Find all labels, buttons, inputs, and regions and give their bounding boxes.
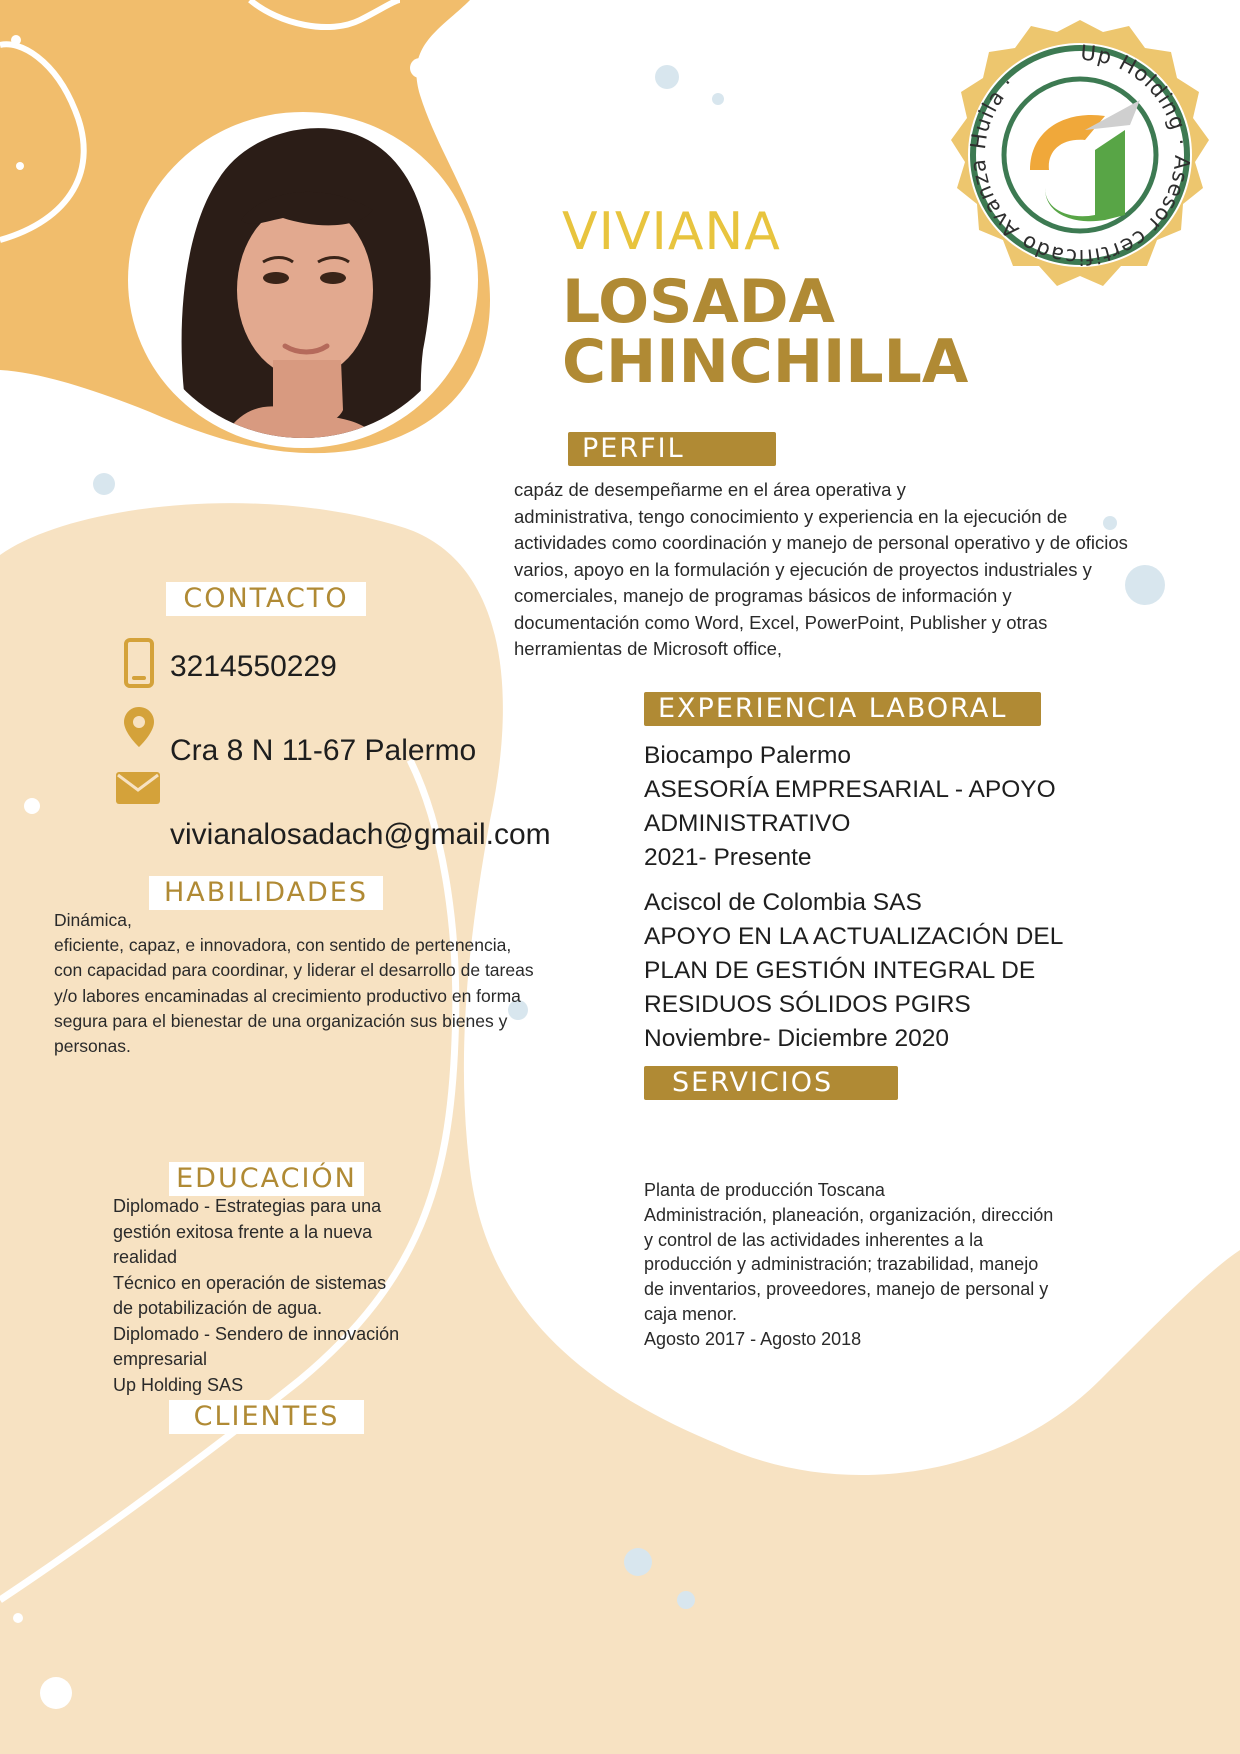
bg-dot bbox=[13, 1613, 23, 1623]
certification-badge bbox=[935, 20, 1225, 300]
phone-icon bbox=[124, 638, 154, 688]
bg-dot bbox=[11, 35, 21, 45]
bg-dot bbox=[655, 65, 679, 89]
location-pin-icon bbox=[123, 706, 155, 748]
experience-entry: Aciscol de Colombia SAS APOYO EN LA ACTUALIZACIÓN DEL PLAN DE GESTIÓN INTEGRAL DE RESIDUOS SÓLIDOS PGIRS Noviembre- Diciembre 2020 bbox=[644, 889, 1064, 1052]
bg-dot bbox=[16, 162, 24, 170]
address: Cra 8 N 11-67 Palermo bbox=[170, 734, 477, 767]
phone-number: 3214550229 bbox=[170, 650, 337, 683]
services-text: Planta de producción Toscana Administración, planeación, organización, dirección y control de las actividades inherentes a la producción y administración; trazabilidad, manejo de inventarios, proveedores, manejo de personal y caja menor. Agosto 2017 - Agosto 2018 bbox=[644, 1180, 1054, 1349]
section-heading-educacion: EDUCACIÓN bbox=[169, 1162, 364, 1196]
bg-dot bbox=[712, 93, 724, 105]
bg-dot bbox=[410, 58, 430, 78]
bg-peach-blob bbox=[0, 503, 1240, 1754]
section-heading-servicios: SERVICIOS bbox=[644, 1066, 898, 1100]
skills-text: Dinámica, eficiente, capaz, e innovadora, con sentido de pertenencia, con capacidad para coordinar, y liderar el desarrollo de tareas y/o labores encaminadas al crecimiento productivo en forma segura para el bienestar de una organización sus bienes y personas. bbox=[54, 910, 534, 1057]
last-name-line-1: LOSADA bbox=[562, 267, 835, 337]
last-name bbox=[562, 267, 969, 397]
envelope-icon bbox=[116, 772, 160, 804]
section-heading-perfil: PERFIL bbox=[568, 432, 776, 466]
bg-dot bbox=[93, 473, 115, 495]
education-text: Diplomado - Estrategias para una gestión exitosa frente a la nueva realidad Técnico en operación de sistemas de potabilización de agua. Diplomado - Sendero de innovación empresarial Up Holding SAS bbox=[113, 1196, 400, 1395]
section-heading-clientes: CLIENTES bbox=[169, 1400, 364, 1434]
section-heading-habilidades: HABILIDADES bbox=[149, 876, 383, 910]
section-heading-experiencia: EXPERIENCIA LABORAL bbox=[644, 692, 1041, 726]
experience-entry: Biocampo Palermo ASESORÍA EMPRESARIAL - APOYO ADMINISTRATIVO 2021- Presente bbox=[644, 742, 1056, 871]
bg-dot bbox=[40, 1677, 72, 1709]
email-address: vivianalosadach@gmail.com bbox=[170, 818, 551, 851]
bg-dot bbox=[24, 798, 40, 814]
bg-dot bbox=[677, 1591, 695, 1609]
section-heading-contacto: CONTACTO bbox=[166, 582, 366, 616]
badge-text: Up Holding · Asesor certificado Avanza Huila · bbox=[965, 40, 1195, 270]
last-name-line-2: CHINCHILLA bbox=[562, 327, 969, 397]
first-name: VIVIANA bbox=[562, 202, 781, 262]
bg-dot bbox=[624, 1548, 652, 1576]
profile-photo bbox=[123, 110, 483, 450]
bg-dot bbox=[1168, 1700, 1192, 1724]
profile-text: capáz de desempeñarme en el área operativa y administrativa, tengo conocimiento y experiencia en la ejecución de actividades como coordinación y manejo de personal operativo y de oficios varios, apoyo en la formulación y ejecución de proyectos industriales y comerciales, manejo de programas básicos de información y documentación como Word, Excel, PowerPoint, Publisher y otras herramientas de Microsoft office, bbox=[514, 479, 1128, 659]
